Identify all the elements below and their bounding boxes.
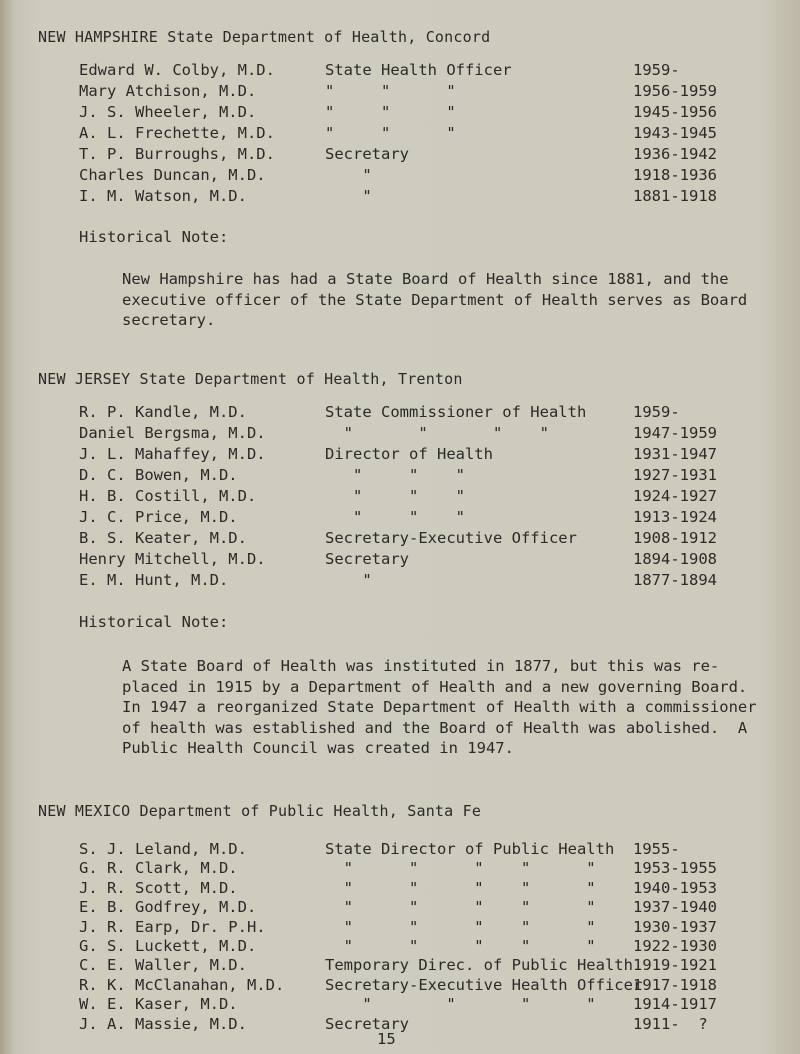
officer-row xyxy=(0,571,800,593)
officer-years: 1922-1930 xyxy=(633,937,717,955)
officer-years: 1945-1956 xyxy=(633,103,717,121)
officer-title: Secretary xyxy=(325,145,409,163)
officer-row xyxy=(0,1015,800,1037)
officer-name: Mary Atchison, M.D. xyxy=(79,82,257,100)
officer-name: T. P. Burroughs, M.D. xyxy=(79,145,275,163)
officer-title: Temporary Direc. of Public Health xyxy=(325,956,633,975)
historical-note xyxy=(122,269,782,331)
historical-note-label: Historical Note: xyxy=(79,228,229,246)
officer-name: E. M. Hunt, M.D. xyxy=(79,571,229,589)
officer-years: 1877-1894 xyxy=(633,571,717,589)
officer-years: 1930-1937 xyxy=(633,917,717,936)
officer-name: I. M. Watson, M.D. xyxy=(79,187,247,205)
officer-years: 1959- xyxy=(633,403,680,421)
officer-title: Director of Health xyxy=(325,445,493,463)
officer-row xyxy=(0,403,800,425)
officer-years: 1959- xyxy=(633,61,680,79)
officer-years: 1940-1953 xyxy=(633,878,717,897)
officer-title: Secretary-Executive Health Officer xyxy=(325,975,643,994)
officer-row xyxy=(0,445,800,467)
officer-row xyxy=(0,166,800,188)
officer-name: R. P. Kandle, M.D. xyxy=(79,403,247,421)
officer-years: 1908-1912 xyxy=(633,529,717,547)
officer-row xyxy=(0,145,800,167)
historical-note xyxy=(122,656,782,759)
officer-title: " xyxy=(325,166,372,184)
officer-name: W. E. Kaser, M.D. xyxy=(79,995,238,1014)
officer-title: Secretary-Executive Officer xyxy=(325,529,577,547)
officer-years: 1927-1931 xyxy=(633,466,717,484)
officer-name: R. K. McClanahan, M.D. xyxy=(79,975,285,994)
officer-name: J. C. Price, M.D. xyxy=(79,508,238,526)
officer-years: 1931-1947 xyxy=(633,445,717,463)
officer-title: State Director of Public Health xyxy=(325,840,615,858)
officer-name: J. A. Massie, M.D. xyxy=(79,1014,247,1033)
officer-name: G. R. Clark, M.D. xyxy=(79,859,238,878)
officer-row xyxy=(0,529,800,551)
officer-name: C. E. Waller, M.D. xyxy=(79,956,247,975)
section-header-new-mexico: NEW MEXICO Department of Public Health, Santa Fe xyxy=(38,802,482,820)
officer-title: " " " xyxy=(325,466,465,484)
note-line: In 1947 a reorganized State Department of Health with a commissioner xyxy=(122,698,757,716)
officer-name: S. J. Leland, M.D. xyxy=(79,840,247,858)
officer-years: 1924-1927 xyxy=(633,487,717,505)
officer-name: J. R. Earp, Dr. P.H. xyxy=(79,917,266,936)
officer-title: " " " " " xyxy=(325,917,596,936)
historical-note-label: Historical Note: xyxy=(79,613,229,631)
officer-title: " " " xyxy=(325,103,456,121)
officer-row xyxy=(0,487,800,509)
note-line: secretary. xyxy=(122,311,216,329)
officer-row xyxy=(0,103,800,125)
officer-years: 1953-1955 xyxy=(633,859,717,878)
officer-name: B. S. Keater, M.D. xyxy=(79,529,247,547)
officer-name: Henry Mitchell, M.D. xyxy=(79,550,266,568)
officer-years: 1955- xyxy=(633,840,680,858)
officer-row xyxy=(0,550,800,572)
officer-years: 1956-1959 xyxy=(633,82,717,100)
officer-name: E. B. Godfrey, M.D. xyxy=(79,898,257,917)
officer-row xyxy=(0,508,800,530)
officer-title: Secretary xyxy=(325,550,409,568)
officer-name: J. L. Mahaffey, M.D. xyxy=(79,445,266,463)
officer-years: 1918-1936 xyxy=(633,166,717,184)
section-header-new-jersey: NEW JERSEY State Department of Health, Trenton xyxy=(38,370,463,388)
officer-years: 1943-1945 xyxy=(633,124,717,142)
officer-years: 1919-1921 xyxy=(633,956,717,975)
officer-name: Edward W. Colby, M.D. xyxy=(79,61,275,79)
officer-name: Charles Duncan, M.D. xyxy=(79,166,266,184)
note-line: A State Board of Health was instituted in 1877, but this was re- xyxy=(122,657,720,675)
officer-title: State Commissioner of Health xyxy=(325,403,587,421)
officer-years: 1917-1918 xyxy=(633,975,717,994)
officer-title: " " " xyxy=(325,124,456,142)
officer-title: " " " " " xyxy=(325,898,596,917)
officer-title: " " " xyxy=(325,487,465,505)
note-line: New Hampshire has had a State Board of Health since 1881, and the xyxy=(122,270,729,288)
note-line: of health was established and the Board of Health was abolished. A xyxy=(122,718,748,737)
officer-title: " " " xyxy=(325,508,465,526)
page-number: 15 xyxy=(377,1030,396,1048)
section-header-new-hampshire: NEW HAMPSHIRE State Department of Health, Concord xyxy=(38,28,491,46)
officer-years: 1936-1942 xyxy=(633,145,717,163)
officer-title: " xyxy=(325,187,372,205)
officer-title: " " " " " xyxy=(325,937,596,955)
officer-row xyxy=(0,187,800,209)
officer-title: " xyxy=(325,571,372,589)
officer-years: 1937-1940 xyxy=(633,898,717,917)
officer-row xyxy=(0,61,800,83)
officer-name: G. S. Luckett, M.D. xyxy=(79,937,257,955)
officer-title: " " " " " xyxy=(325,878,596,897)
officer-years: 1911- ? xyxy=(633,1014,708,1033)
officer-title: " " " " xyxy=(325,424,549,442)
officer-title: " " " " " xyxy=(325,859,596,878)
officer-row xyxy=(0,424,800,446)
officer-name: J. S. Wheeler, M.D. xyxy=(79,103,257,121)
officer-row xyxy=(0,124,800,146)
officer-name: Daniel Bergsma, M.D. xyxy=(79,424,266,442)
officer-title: " " " xyxy=(325,82,456,100)
officer-title: State Health Officer xyxy=(325,61,512,79)
officer-years: 1881-1918 xyxy=(633,187,717,205)
officer-name: D. C. Bowen, M.D. xyxy=(79,466,238,484)
officer-row xyxy=(0,82,800,104)
officer-years: 1947-1959 xyxy=(633,424,717,442)
officer-years: 1914-1917 xyxy=(633,995,717,1014)
officer-title: " " " " xyxy=(325,995,596,1014)
officer-years: 1913-1924 xyxy=(633,508,717,526)
officer-name: J. R. Scott, M.D. xyxy=(79,878,238,897)
note-line: placed in 1915 by a Department of Health and a new governing Board. xyxy=(122,677,748,696)
officer-name: A. L. Frechette, M.D. xyxy=(79,124,275,142)
note-line: executive officer of the State Department of Health serves as Board xyxy=(122,290,748,309)
officer-years: 1894-1908 xyxy=(633,550,717,568)
officer-title: Secretary xyxy=(325,1014,409,1033)
officer-name: H. B. Costill, M.D. xyxy=(79,487,257,505)
officer-row xyxy=(0,466,800,488)
note-line: Public Health Council was created in 1947. xyxy=(122,739,514,757)
